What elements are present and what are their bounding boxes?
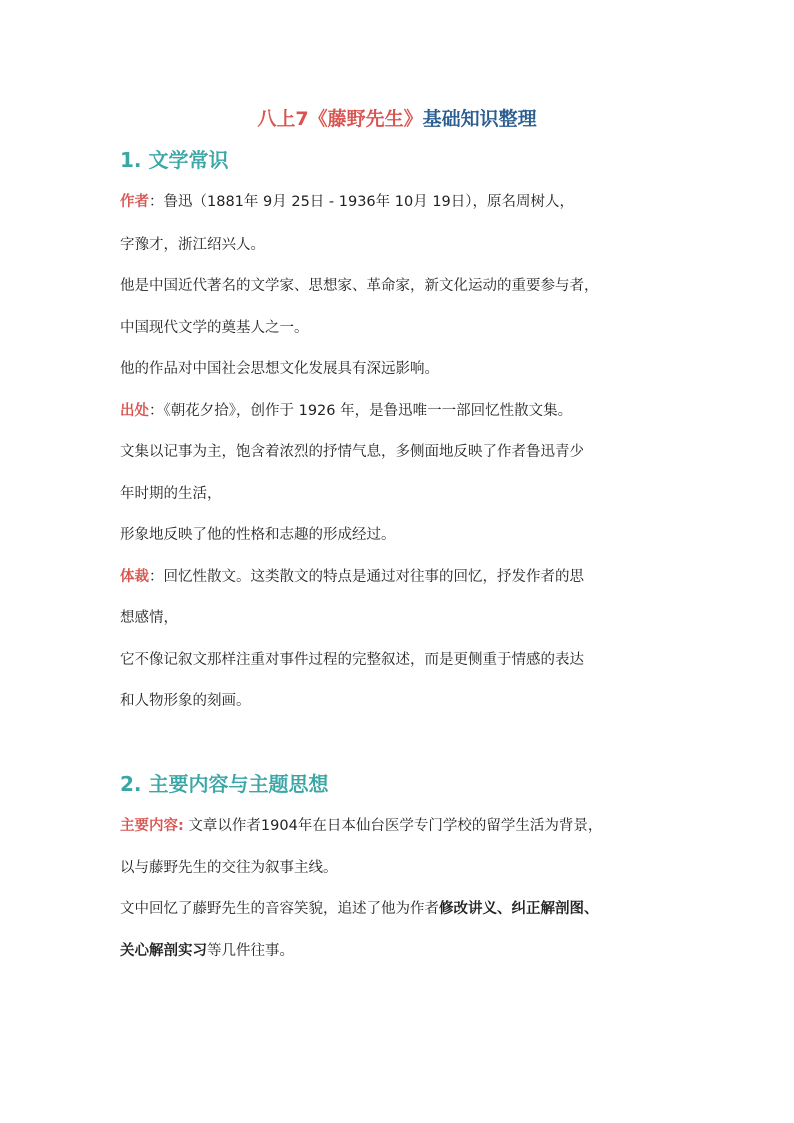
page-title bbox=[0, 106, 794, 132]
section-1-heading: 1. 文学常识 bbox=[120, 148, 229, 172]
paragraph-line: 年时期的生活， bbox=[120, 486, 222, 502]
paragraph-line: 它不像记叙文那样注重对事件过程的完整叙述，而是更侧重于情感的表达 bbox=[120, 652, 584, 668]
source-text-1: ：《朝花夕拾》，创作于 1926 年，是鲁迅唯一一部回忆性散文集。 bbox=[149, 403, 573, 419]
title-lesson-name: 八上7《藤野先生》 bbox=[257, 108, 423, 130]
paragraph-line: 他的作品对中国社会思想文化发展具有深远影响。 bbox=[120, 361, 439, 377]
source-label: 出处 bbox=[120, 403, 149, 419]
paragraph-line: 和人物形象的刻画。 bbox=[120, 693, 251, 709]
paragraph-line bbox=[120, 941, 294, 961]
paragraph-line: 文集以记事为主，饱含着浓烈的抒情气息，多侧面地反映了作者鲁迅青少 bbox=[120, 444, 584, 460]
genre-label: 体裁 bbox=[120, 569, 149, 585]
paragraph-bold-text: 修改讲义、纠正解剖图、 bbox=[439, 901, 599, 917]
author-line-1 bbox=[120, 192, 574, 212]
title-subtitle: 基础知识整理 bbox=[422, 108, 537, 130]
author-line-2: 字豫才，浙江绍兴人。 bbox=[120, 237, 265, 253]
content-line-1 bbox=[120, 816, 602, 836]
paragraph-text: 等几件往事。 bbox=[207, 943, 294, 959]
paragraph-text: 文中回忆了藤野先生的音容笑貌，追述了他为作者 bbox=[120, 901, 439, 917]
paragraph-bold-text: 关心解剖实习 bbox=[120, 943, 207, 959]
genre-line-2: 想感情， bbox=[120, 610, 178, 626]
paragraph-line: 他是中国近代著名的文学家、思想家、革命家，新文化运动的重要参与者， bbox=[120, 278, 599, 294]
author-label: 作者 bbox=[120, 194, 149, 210]
author-text-1: ：鲁迅（1881年 9月 25日 - 1936年 10月 19日），原名周树人， bbox=[149, 194, 575, 210]
section-2-heading: 2. 主要内容与主题思想 bbox=[120, 772, 329, 796]
source-line-1 bbox=[120, 401, 572, 421]
genre-line-1 bbox=[120, 567, 584, 587]
paragraph-line bbox=[120, 899, 599, 919]
content-line-2: 以与藤野先生的交往为叙事主线。 bbox=[120, 860, 338, 876]
paragraph-line: 中国现代文学的奠基人之一。 bbox=[120, 320, 309, 336]
paragraph-line: 形象地反映了他的性格和志趣的形成经过。 bbox=[120, 527, 396, 543]
content-text-1: 文章以作者1904年在日本仙台医学专门学校的留学生活为背景， bbox=[183, 818, 603, 834]
content-label: 主要内容: bbox=[120, 818, 184, 834]
genre-text-1: ：回忆性散文。这类散文的特点是通过对往事的回忆，抒发作者的思 bbox=[149, 569, 584, 585]
